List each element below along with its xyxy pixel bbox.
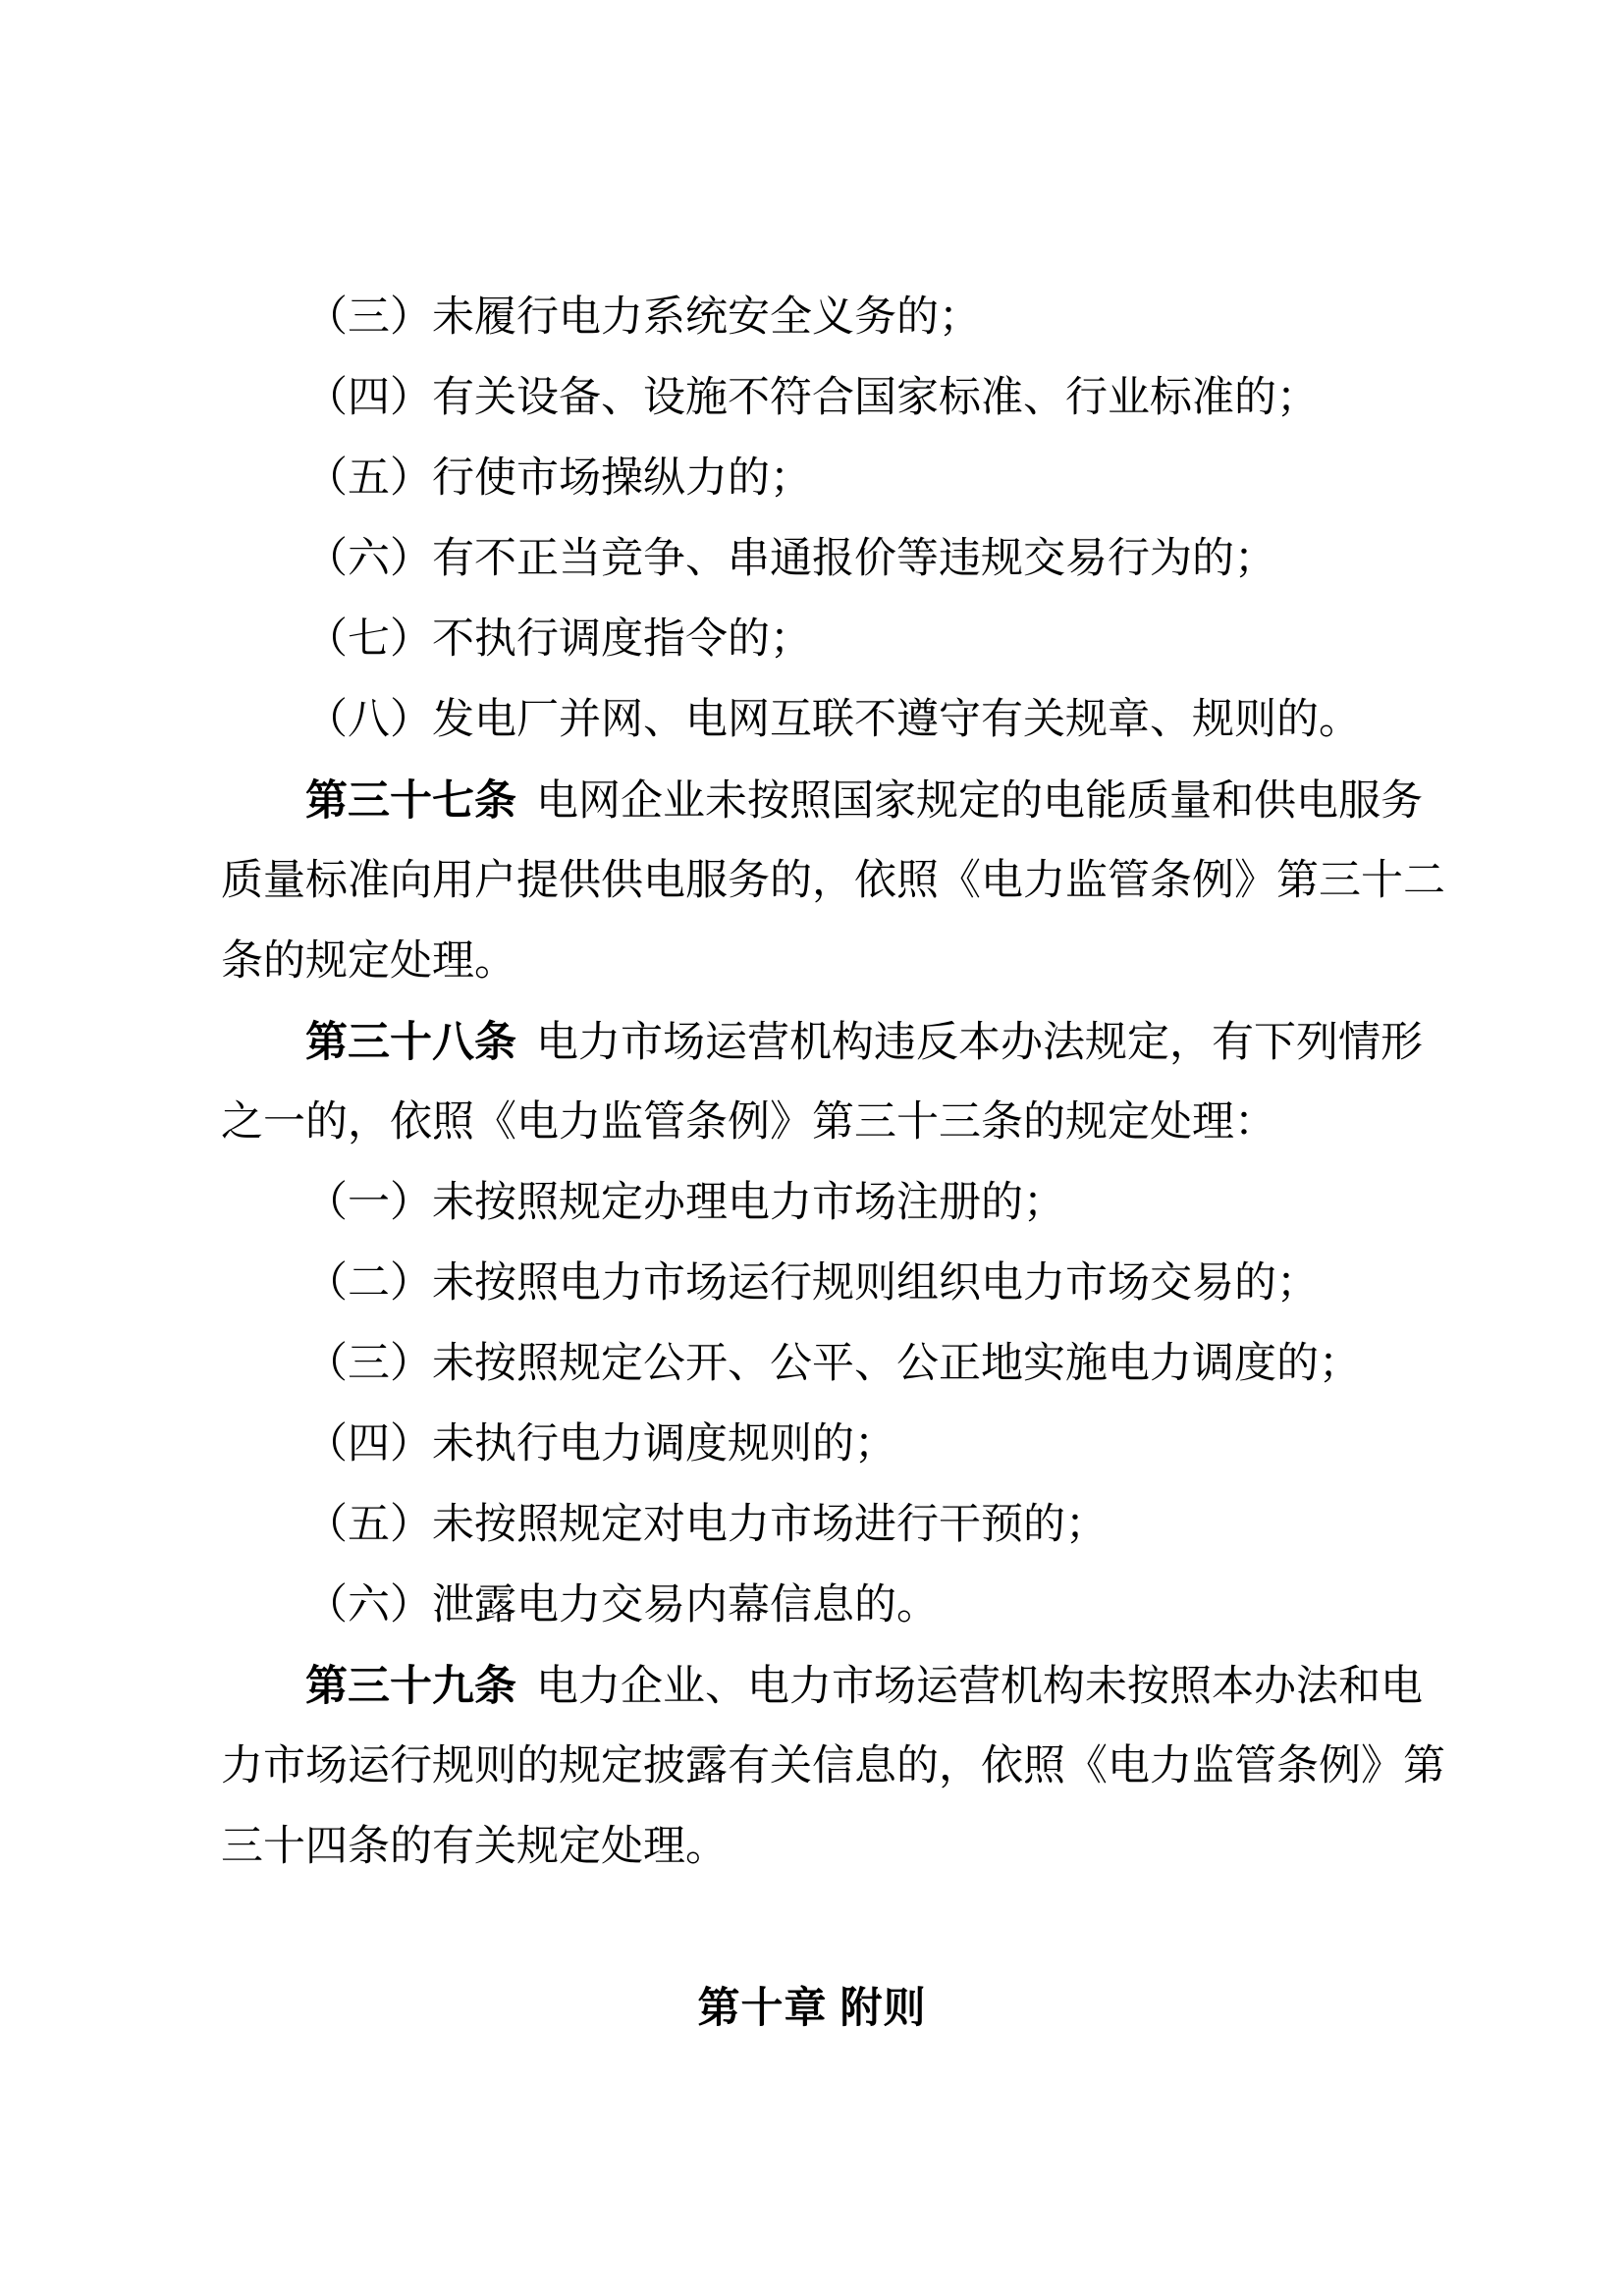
list-item-line: （六）有不正当竞争、串通报价等违规交易行为的；: [305, 536, 1276, 582]
article-number: 第三十八条: [305, 1019, 516, 1066]
article-text: 电力企业、电力市场运营机构未按照本办法和电: [536, 1664, 1423, 1710]
blank-line: [221, 1888, 1403, 1968]
paragraph-line: 条的规定处理。: [221, 938, 516, 985]
paragraph-line: 三十四条的有关规定处理。: [221, 1824, 728, 1870]
article-paragraph-line: [221, 1646, 1423, 1727]
list-item-line: （七）不执行调度指令的；: [305, 616, 812, 663]
document-body: [221, 278, 1445, 2049]
list-item-line: （二）未按照电力市场运行规则组织电力市场交易的；: [305, 1260, 1319, 1307]
list-item-line: （六）泄露电力交易内幕信息的。: [305, 1582, 939, 1629]
list-item-line: （一）未按照规定办理电力市场注册的；: [305, 1180, 1065, 1226]
article-number: 第三十七条: [305, 777, 516, 825]
list-item-line: （三）未按照规定公开、公平、公正地实施电力调度的；: [305, 1341, 1361, 1387]
list-item-line: （五）行使市场操纵力的；: [305, 455, 812, 502]
list-item-line: （八）发电厂并网、电网互联不遵守有关规章、规则的。: [305, 697, 1361, 743]
article-text: 电力市场运营机构违反本办法规定，有下列情形: [536, 1020, 1423, 1066]
chapter-heading: 第十章 附则: [697, 1985, 927, 2032]
article-text: 电网企业未按照国家规定的电能质量和供电服务: [536, 778, 1423, 825]
list-item-line: （四）有关设备、设施不符合国家标准、行业标准的；: [305, 375, 1319, 421]
paragraph-line: 力市场运行规则的规定披露有关信息的，依照《电力监管条例》第: [221, 1743, 1445, 1789]
article-paragraph-line: [221, 1002, 1423, 1083]
list-item-line: （四）未执行电力调度规则的；: [305, 1421, 896, 1468]
paragraph-line: 质量标准向用户提供供电服务的，依照《电力监管条例》第三十二: [221, 858, 1445, 904]
list-item-line: （三）未履行电力系统安全义务的；: [305, 294, 981, 341]
paragraph-line: 之一的，依照《电力监管条例》第三十三条的规定处理：: [221, 1099, 1276, 1146]
article-number: 第三十九条: [305, 1663, 516, 1710]
article-paragraph-line: [221, 761, 1423, 841]
list-item-line: （五）未按照规定对电力市场进行干预的；: [305, 1502, 1108, 1548]
